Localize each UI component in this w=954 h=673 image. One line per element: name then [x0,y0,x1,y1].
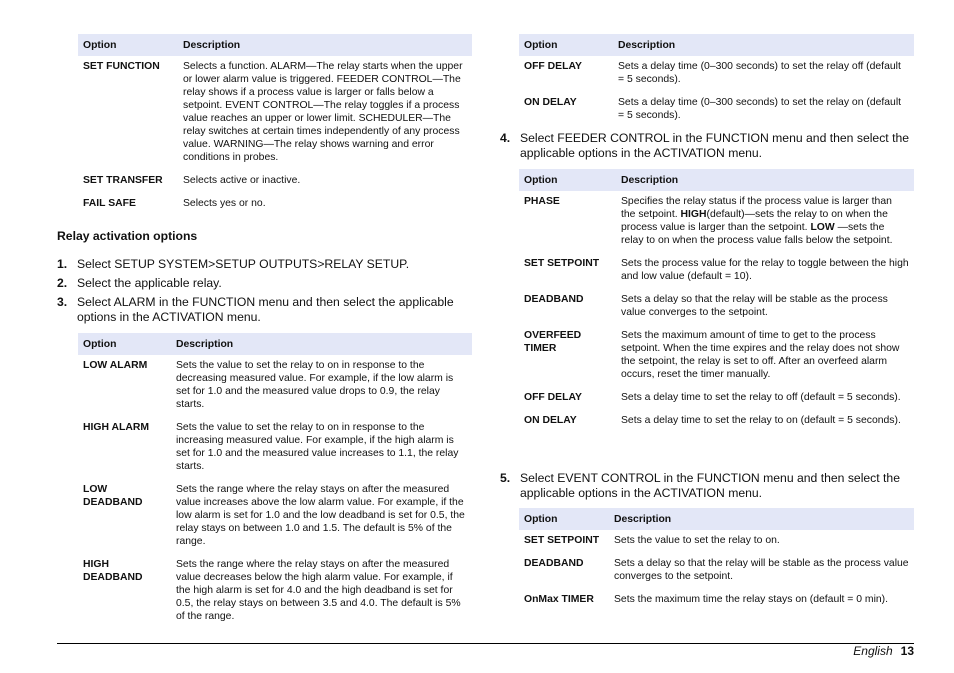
section-heading: Relay activation options [57,229,198,243]
option-description: Sets a delay so that the relay will be stable as the process value converges to the setpoint. [614,558,909,582]
table-row [519,593,914,616]
event-options-table [519,508,914,616]
option-name: PHASE [524,196,560,207]
option-name: OVERFEED TIMER [524,330,582,354]
option-description [616,191,914,257]
page-number: 13 [900,644,914,658]
col-header-description: Description [616,169,914,191]
feeder-options-table [519,169,914,437]
alarm-table-wrap [78,333,472,633]
table-row [78,558,472,633]
col-header-description: Description [613,34,914,56]
footer-divider [57,643,914,644]
option-description: Sets the range where the relay stays on after the measured value decreases below the high alarm value. For example, if the high alarm is set for 4.0 and the high deadband is set for 0.5, the relay stays on between 3.5 and 4.0. The default is 5% of the range. [176,559,461,622]
option-description: Sets the process value for the relay to toggle between the high and low value (default = 10). [621,258,909,282]
option-name: LOW ALARM [83,360,148,371]
option-description: Sets the value to set the relay to on. [614,535,780,546]
step-4 [500,131,914,161]
step-item [500,131,914,161]
table-row [519,257,914,293]
table-row [78,174,472,197]
function-options-table [78,34,472,220]
col-header-description: Description [609,508,914,530]
option-name: LOW DEADBAND [83,484,143,508]
step-number: 1. [57,257,68,271]
col-header-option: Option [519,34,613,56]
option-name: SET FUNCTION [83,61,160,72]
table-row [519,391,914,414]
step-number: 5. [500,471,511,485]
step-number: 2. [57,276,68,290]
option-description: Sets a delay so that the relay will be stable as the process value converges to the setpoint. [621,294,888,318]
step-text: Select SETUP SYSTEM>SETUP OUTPUTS>RELAY SETUP. [77,257,410,271]
table-row [519,557,914,593]
option-name: HIGH ALARM [83,422,149,433]
table-row [519,56,914,96]
option-name: OnMax TIMER [524,594,594,605]
table-row [78,483,472,558]
option-name: SET SETPOINT [524,535,600,546]
footer-language: English [853,644,893,658]
desc-part: Specifies the relay status if the process value is larger than the setpoint. [621,196,892,220]
option-name: SET SETPOINT [524,258,600,269]
option-description: Sets the maximum time the relay stays on (default = 0 min). [614,594,889,605]
option-description: Selects yes or no. [183,198,266,209]
option-description: Sets a delay time to set the relay to on (default = 5 seconds). [621,415,901,426]
step-number: 4. [500,131,511,145]
option-description: Sets a delay time (0–300 seconds) to set the relay off (default = 5 seconds). [618,61,901,85]
option-description: Sets the maximum amount of time to get to the process setpoint. When the time expires and the relay does not show the setpoint, the relay is set to off. After an overfeed alarm occurs, reset the timer manually. [621,330,900,380]
step-number: 3. [57,295,68,309]
step-text: Select EVENT CONTROL in the FUNCTION menu and then select the applicable options in the ACTIVATION menu. [520,471,900,500]
table-row [78,421,472,483]
step-text: Select FEEDER CONTROL in the FUNCTION menu and then select the applicable options in the ACTIVATION menu. [520,131,910,160]
step-item [57,295,472,325]
option-name: HIGH DEADBAND [83,559,143,583]
option-name: FAIL SAFE [83,198,136,209]
table-row [519,293,914,329]
col-header-option: Option [78,333,171,355]
desc-part: (default)—sets the relay to on when the process value is larger than the setpoint. [621,209,888,233]
option-name: ON DELAY [524,415,577,426]
col-header-option: Option [78,34,178,56]
table-row [78,56,472,174]
option-name: DEADBAND [524,294,584,305]
alarm-options-table [78,333,472,633]
delay-options-table [519,34,914,132]
desc-keyword-high: HIGH [680,209,707,220]
table-row [519,329,914,391]
option-description: Sets the value to set the relay to on in response to the decreasing measured value. For example, if the low alarm is set for 1.0 and the measured value drops to 0.9, the relay starts. [176,360,454,410]
option-name: DEADBAND [524,558,584,569]
col-header-description: Description [171,333,472,355]
col-header-option: Option [519,169,616,191]
table-row [519,530,914,557]
feeder-table-wrap [519,169,914,437]
option-name: SET TRANSFER [83,175,163,186]
col-header-option: Option [519,508,609,530]
option-name: OFF DELAY [524,392,582,403]
steps-list-left [57,257,472,325]
option-description: Sets the range where the relay stays on after the measured value increases above the low alarm value. For example, if the low alarm is set for 1.0 and the low deadband is set for 0.5, the relay stays on between 1.0 and 1.5. The default is 5% of the range. [176,484,465,547]
option-name: ON DELAY [524,97,577,108]
step-text: Select the applicable relay. [77,276,222,290]
desc-part: —sets the relay to on when the process value falls below the setpoint. [621,222,893,246]
table-row [519,414,914,437]
step-item [57,276,472,291]
step-5 [500,471,914,501]
option-description: Selects a function. ALARM—The relay starts when the upper or lower alarm value is triggered. FEEDER CONTROL—The relay shows if a process value is larger or falls below a setpoint. EVENT CONTROL—The relay toggles if a process value reaches an upper or lower limit. SCHEDULER—The relay switches at certain times independently of any process value. WARNING—The relay shows warning and error conditions in probes. [183,61,463,163]
table-row [78,355,472,421]
table-row [519,96,914,132]
step-text: Select ALARM in the FUNCTION menu and then select the applicable options in the ACTIVATION menu. [77,295,454,324]
option-description: Selects active or inactive. [183,175,301,186]
option-description: Sets the value to set the relay to on in response to the increasing measured value. For example, if the high alarm is set for 1.0 and the measured value increases to 1.1, the relay starts. [176,422,459,472]
option-description: Sets a delay time to set the relay to off (default = 5 seconds). [621,392,901,403]
page-footer [853,643,914,658]
col-header-description: Description [178,34,472,56]
table-row [519,191,914,257]
table-row [78,197,472,220]
delay-table-wrap [519,34,914,132]
option-name: OFF DELAY [524,61,582,72]
step-item [500,471,914,501]
option-description: Sets a delay time (0–300 seconds) to set the relay on (default = 5 seconds). [618,97,902,121]
desc-keyword-low: LOW [810,222,835,233]
event-table-wrap [519,508,914,616]
step-item [57,257,472,272]
